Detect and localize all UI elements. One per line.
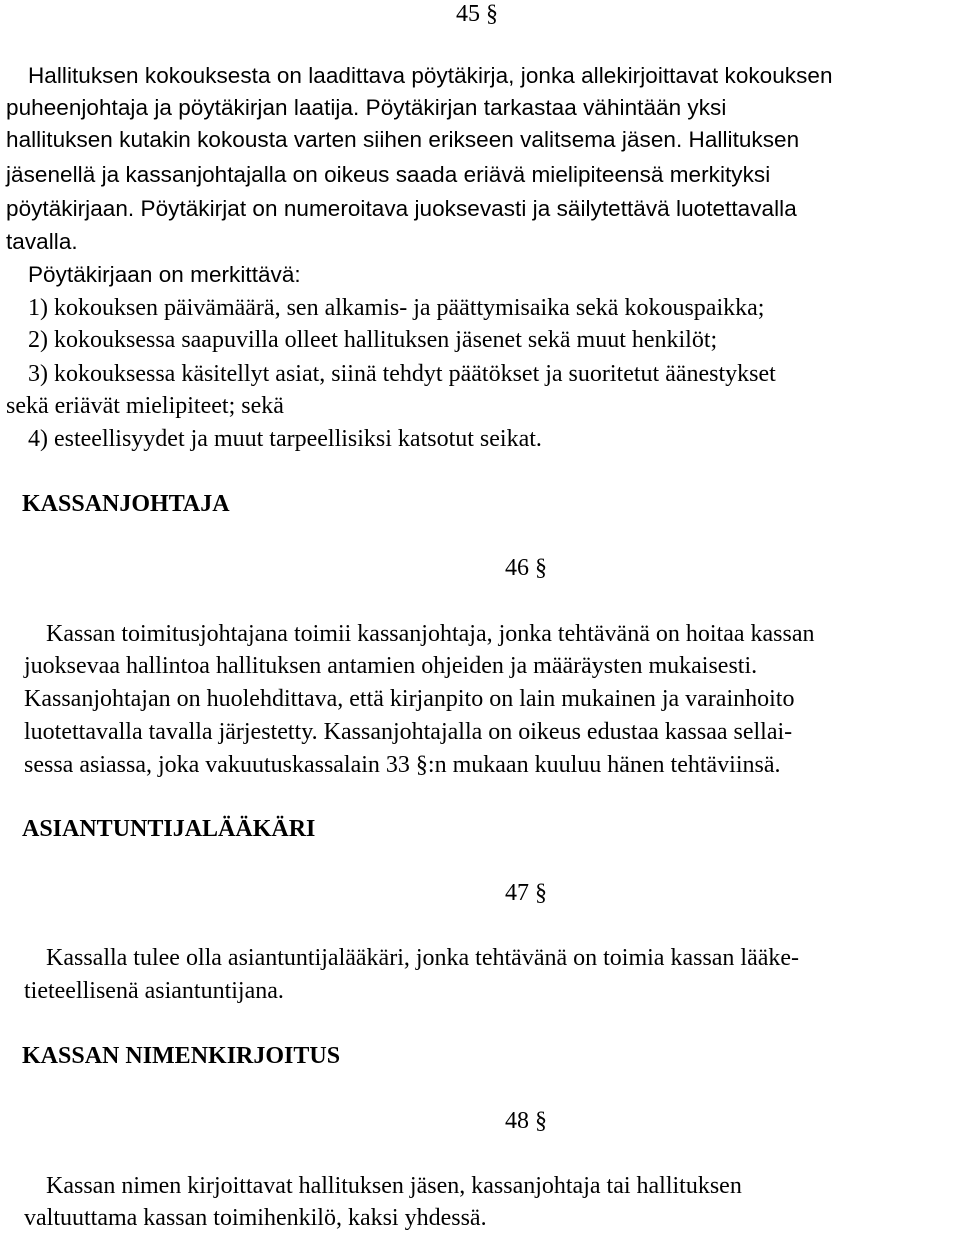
section-45-line-4: jäsenellä ja kassanjohtajalla on oikeus saada eriävä mielipiteensä merkityksi	[6, 162, 771, 187]
section-number-46: 46 §	[505, 555, 547, 581]
section-46-line-5: sessa asiassa, joka vakuutuskassalain 33 §:n mukaan kuuluu hänen tehtäviinsä.	[24, 752, 781, 778]
section-46-line-3: Kassanjohtajan on huolehdittava, että kirjanpito on lain mukainen ja varainhoito	[24, 686, 795, 712]
section-46-line-1: Kassan toimitusjohtajana toimii kassanjohtaja, jonka tehtävänä on hoitaa kassan	[46, 621, 815, 647]
section-number-47: 47 §	[505, 880, 547, 906]
section-48-line-2: valtuuttama kassan toimihenkilö, kaksi yhdessä.	[24, 1205, 487, 1231]
heading-kassan-nimenkirjoitus: KASSAN NIMENKIRJOITUS	[22, 1043, 341, 1069]
section-number-45: 45 §	[456, 1, 498, 27]
section-45-line-2: puheenjohtaja ja pöytäkirjan laatija. Pöytäkirjan tarkastaa vähintään yksi	[6, 95, 727, 120]
section-45-line-1: Hallituksen kokouksesta on laadittava pöytäkirja, jonka allekirjoittavat kokouksen	[28, 63, 833, 88]
section-46-line-4: luotettavalla tavalla järjestetty. Kassanjohtajalla on oikeus edustaa kassaa sellai-	[24, 719, 793, 745]
section-48-line-1: Kassan nimen kirjoittavat hallituksen jäsen, kassanjohtaja tai hallituksen	[46, 1173, 742, 1199]
section-45-list-item-3: 3) kokouksessa käsitellyt asiat, siinä tehdyt päätökset ja suoritetut äänestykset	[28, 361, 776, 387]
section-45-list-item-2: 2) kokouksessa saapuvilla olleet hallituksen jäsenet sekä muut henkilöt;	[28, 327, 718, 353]
section-number-48: 48 §	[505, 1108, 547, 1134]
section-45-list-item-4: 4) esteellisyydet ja muut tarpeellisiksi katsotut seikat.	[28, 426, 542, 452]
section-45-line-5: pöytäkirjaan. Pöytäkirjat on numeroitava juoksevasti ja säilytettävä luotettavalla	[6, 196, 797, 221]
heading-asiantuntijalaakari: ASIANTUNTIJALÄÄKÄRI	[22, 816, 316, 842]
section-46-line-2: juoksevaa hallintoa hallituksen antamien ohjeiden ja määräysten mukaisesti.	[24, 653, 758, 679]
section-45-list-item-3-cont: sekä eriävät mielipiteet; sekä	[6, 393, 284, 419]
section-45-list-item-1: 1) kokouksen päivämäärä, sen alkamis- ja päättymisaika sekä kokouspaikka;	[28, 295, 765, 321]
section-47-line-2: tieteellisenä asiantuntijana.	[24, 978, 284, 1004]
section-45-line-3: hallituksen kutakin kokousta varten siihen erikseen valitsema jäsen. Hallituksen	[6, 127, 800, 152]
section-47-line-1: Kassalla tulee olla asiantuntijalääkäri, jonka tehtävänä on toimia kassan lääke-	[46, 945, 800, 971]
section-45-line-6: tavalla.	[6, 229, 78, 254]
section-45-list-intro: Pöytäkirjaan on merkittävä:	[28, 262, 301, 287]
heading-kassanjohtaja: KASSANJOHTAJA	[22, 491, 230, 517]
